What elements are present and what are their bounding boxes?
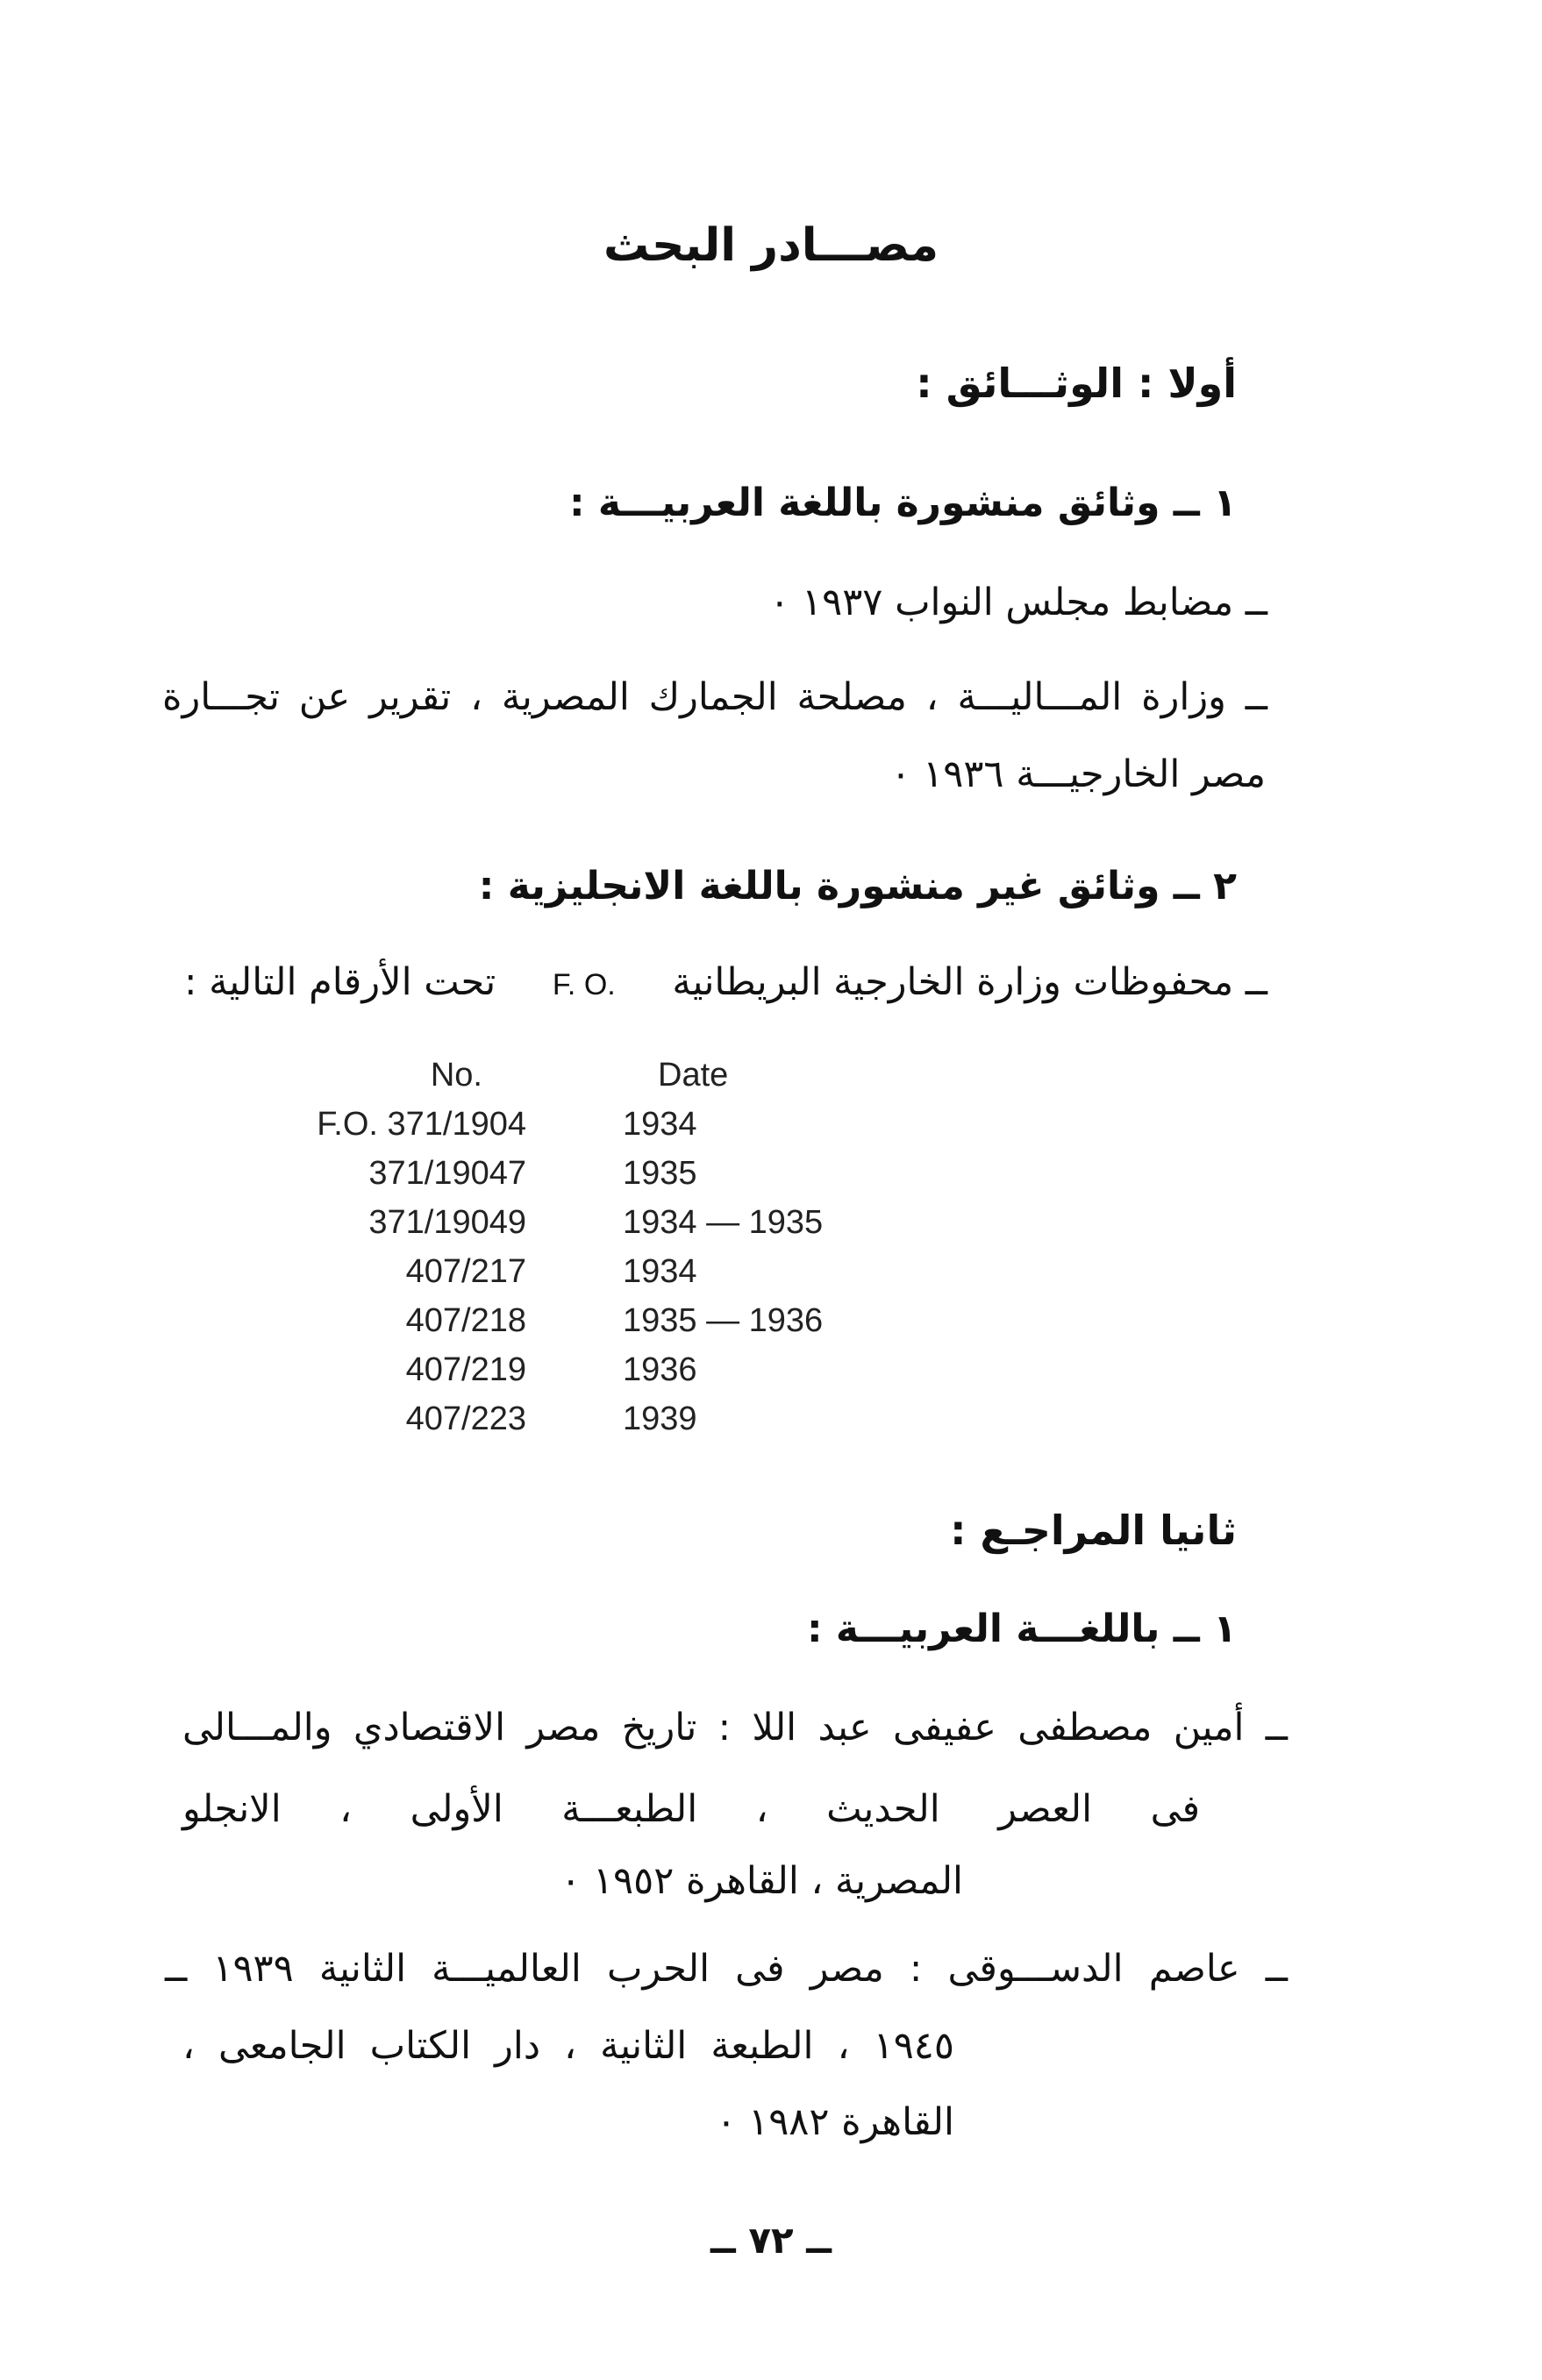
unpublished-intro-text-2: تحت الأرقام التالية : <box>184 960 496 1004</box>
table-row <box>254 1302 921 1351</box>
published-item-2: ــ وزارة المـــاليـــة ، مصلحة الجمارك المصرية ، تقرير عن تجـــارة <box>162 675 1267 719</box>
published-arabic-heading: ١ ــ وثائق منشورة باللغة العربيـــة : <box>568 481 1237 525</box>
column-header-date: Date <box>658 1057 729 1094</box>
reference-1-line-1: ــ أمين مصطفى عفيفى عبد اللا : تاريخ مصر الاقتصادي والمـــالى <box>182 1706 1288 1749</box>
unpublished-intro-line <box>184 960 1267 1004</box>
table-row <box>254 1351 921 1400</box>
reference-2-line-2: ١٩٤٥ ، الطبعة الثانية ، دار الكتاب الجامعى ، <box>182 2024 954 2068</box>
table-row <box>254 1400 921 1450</box>
record-date: 1934 — 1935 <box>623 1204 824 1241</box>
page-title: مصـــادر البحث <box>603 219 939 272</box>
references-arabic-heading: ١ ــ باللغـــة العربيـــة : <box>806 1607 1237 1651</box>
record-date: 1935 <box>623 1155 697 1192</box>
references-heading: ثانيا المراجـع : <box>950 1507 1237 1554</box>
record-number: 407/219 <box>405 1351 526 1388</box>
reference-2-line-1: ــ عاصم الدســـوقى : مصر فى الحرب العالميـــة الثانية ١٩٣٩ ــ <box>165 1947 1288 1991</box>
table-header-row <box>254 1057 921 1106</box>
reference-1-line-2: فى العصر الحديث ، الطبعـــة الأولى ، الانجلو <box>182 1787 1200 1831</box>
unpublished-intro-text: ــ محفوظات وزارة الخارجية البريطانية <box>672 960 1267 1004</box>
fo-code: F. O. <box>552 968 616 1001</box>
column-header-no: No. <box>430 1057 482 1094</box>
unpublished-english-heading: ٢ ــ وثائق غير منشورة باللغة الانجليزية : <box>478 864 1237 909</box>
published-item-2-continuation: مصر الخارجيـــة ١٩٣٦ ٠ <box>890 752 1266 796</box>
table-row <box>254 1204 921 1253</box>
reference-1-line-3: المصرية ، القاهرة ١٩٥٢ ٠ <box>560 1859 963 1903</box>
record-date: 1935 — 1936 <box>623 1302 824 1339</box>
table-row <box>254 1106 921 1155</box>
record-date: 1934 <box>623 1253 697 1290</box>
record-number: 407/217 <box>405 1253 526 1290</box>
fo-records-table <box>254 1057 921 1450</box>
record-number: 407/223 <box>405 1400 526 1437</box>
record-number: 371/19049 <box>368 1204 526 1241</box>
published-item-1: ــ مضابط مجلس النواب ١٩٣٧ ٠ <box>769 581 1267 624</box>
record-number: 407/218 <box>405 1302 526 1339</box>
record-date: 1936 <box>623 1351 697 1388</box>
record-number: 371/19047 <box>368 1155 526 1192</box>
table-row <box>254 1155 921 1204</box>
page-number: ــ ٧٢ ــ <box>710 2219 832 2262</box>
documents-heading: أولا : الوثـــائق : <box>916 360 1237 407</box>
reference-2-line-3: القاهرة ١٩٨٢ ٠ <box>716 2100 954 2144</box>
record-date: 1939 <box>623 1400 697 1437</box>
record-date: 1934 <box>623 1106 697 1143</box>
record-number: F.O. 371/1904 <box>317 1106 526 1143</box>
table-row <box>254 1253 921 1302</box>
